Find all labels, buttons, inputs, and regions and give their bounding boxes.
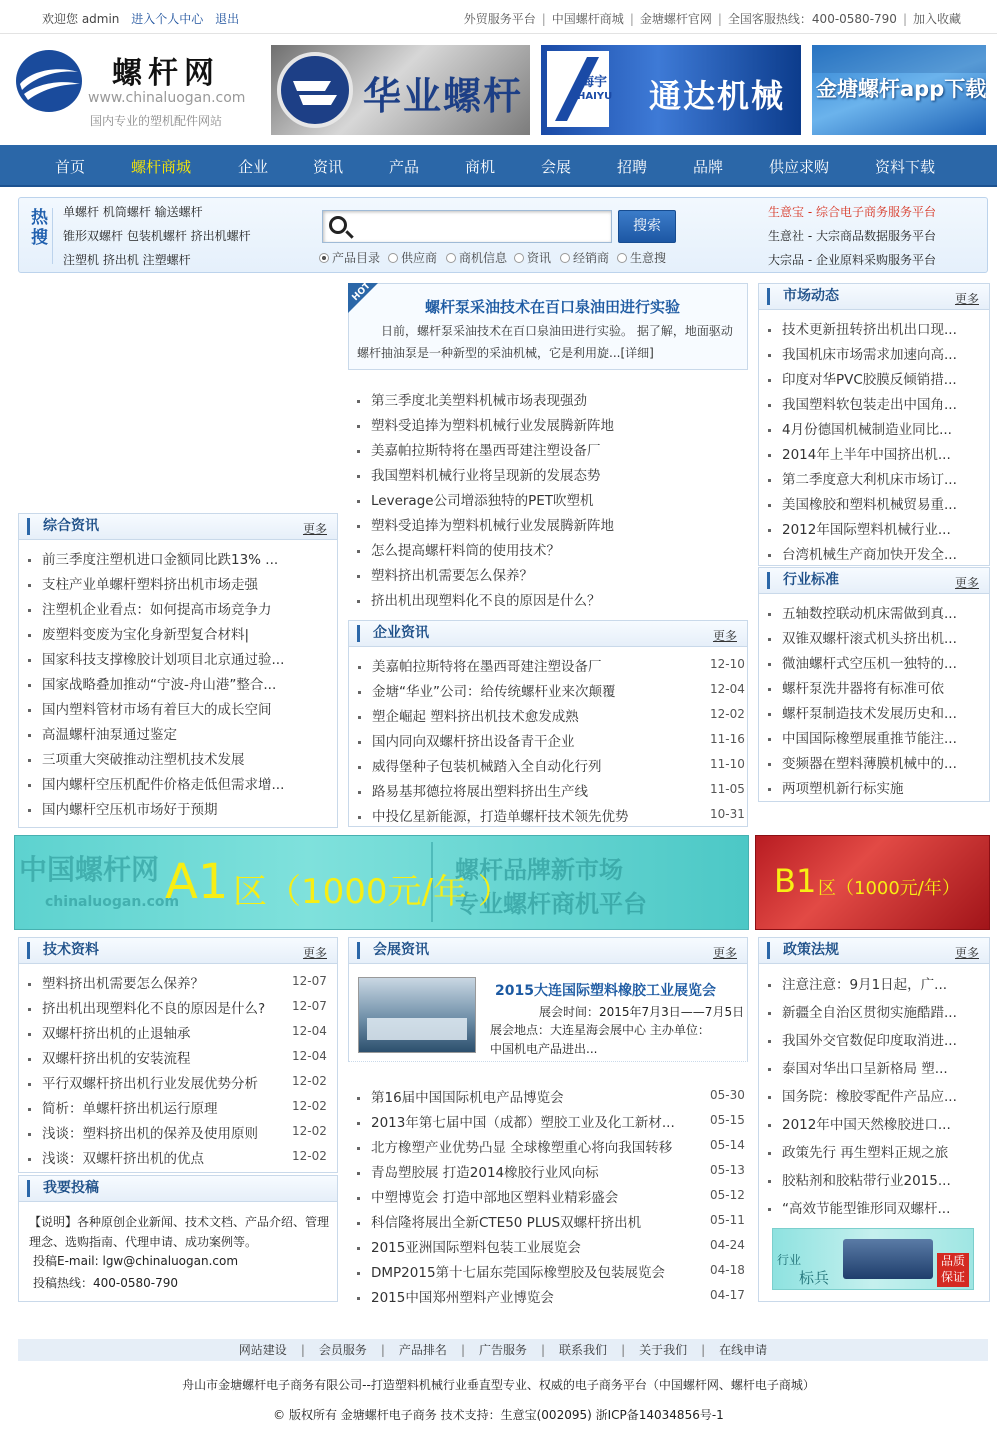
company-news-header <box>349 621 747 647</box>
nav-home[interactable]: 首页 <box>55 158 86 176</box>
market-title: 市场动态 <box>767 288 839 305</box>
nav-downloads[interactable]: 资料下载 <box>875 158 936 176</box>
list-item[interactable]: 平行双螺杆挤出机行业发展优势分析 <box>28 1072 290 1092</box>
list-item[interactable]: 塑料挤出机需要怎么保养？ <box>28 972 290 992</box>
quality-badge: 品质 保证 <box>937 1253 969 1287</box>
expo-box <box>348 937 748 1062</box>
list-item[interactable]: 注意注意：9月1日起，广... <box>768 973 982 993</box>
list-item-date: 05-15 <box>710 1113 745 1127</box>
general-news-box <box>18 513 338 828</box>
submit-phone: 投稿热线：400-0580-790 <box>33 1276 179 1290</box>
submit-header <box>19 1176 337 1202</box>
expo-title: 会展资讯 <box>357 942 429 959</box>
ad-slot-a1[interactable] <box>14 835 749 930</box>
list-item[interactable]: 简析：单螺杆挤出机运行原理 <box>28 1097 290 1117</box>
footer-link-ranking[interactable]: 产品排名 <box>398 1343 447 1357</box>
list-item-date: 05-11 <box>710 1213 745 1227</box>
standard-header <box>759 568 989 594</box>
nav-jobs[interactable]: 招聘 <box>617 158 648 176</box>
policy-box <box>758 937 990 1302</box>
list-item[interactable]: 螺杆泵制造技术发展历史和... <box>768 702 982 722</box>
list-item[interactable]: 路易基邦德拉将展出塑料挤出生产线 <box>358 780 683 800</box>
market-header <box>759 284 989 310</box>
radio-selected-icon <box>319 253 329 263</box>
radio-icon <box>446 253 456 263</box>
list-item[interactable]: 第16届中国国际机电产品博览会 <box>357 1086 687 1106</box>
list-item[interactable]: 2015亚洲国际塑料包装工业展览会 <box>357 1236 687 1256</box>
expo-more-link[interactable]: 更多 <box>712 946 737 960</box>
general-news-title: 综合资讯 <box>27 518 99 535</box>
search-option-shengyisou[interactable]: 生意搜 <box>617 249 666 266</box>
nav-brands[interactable]: 品牌 <box>693 158 724 176</box>
list-item[interactable]: 浅谈：双螺杆挤出机的优点 <box>28 1147 290 1167</box>
list-item[interactable]: 双螺杆挤出机的安装流程 <box>28 1047 290 1067</box>
headline-box <box>348 280 748 370</box>
list-item[interactable]: 中投亿星新能源，打造单螺杆技术领先优势 <box>358 805 683 825</box>
submit-box <box>18 1175 338 1302</box>
list-item-date: 05-12 <box>710 1188 745 1202</box>
list-item[interactable]: 浅谈：塑料挤出机的保养及使用原则 <box>28 1122 290 1142</box>
list-item-date: 12-02 <box>292 1099 327 1113</box>
policy-ad-label-2: 标兵 <box>799 1269 830 1287</box>
list-item[interactable]: 我国外交官数促印度取消进... <box>768 1029 982 1049</box>
search-option-supplier[interactable]: 供应商 <box>388 249 437 266</box>
expo-list <box>348 1078 748 1308</box>
expo-thumbnail[interactable] <box>358 977 476 1053</box>
ad-slot-b1[interactable] <box>755 835 990 930</box>
ad-a1-watermark: 中国螺杆网 <box>19 853 160 886</box>
list-item[interactable]: 胶粘剂和胶粘带行业2015... <box>768 1169 982 1189</box>
service-link-1[interactable]: 生意宝 - 综合电子商务服务平台 <box>768 205 936 219</box>
tech-box <box>18 937 338 1173</box>
list-item-date: 11-16 <box>710 732 745 746</box>
list-item[interactable]: 国内螺杆空压机配件价格走低但需求增... <box>28 773 328 793</box>
list-item[interactable]: 塑料受追捧为塑料机械行业发展腾新阵地 <box>357 414 614 434</box>
list-item[interactable]: 2015中国郑州塑料产业博览会 <box>357 1286 687 1306</box>
list-item[interactable]: 新疆全自治区贯彻实施酷踖... <box>768 1001 982 1021</box>
list-item[interactable]: 政策先行 再生塑料正规之旅 <box>768 1141 982 1161</box>
list-item[interactable]: 国内螺杆空压机市场好于预期 <box>28 798 328 818</box>
search-icon <box>329 216 347 234</box>
ad-a1-price: 区（1000元/年 ） <box>233 872 512 912</box>
submit-title: 我要投稿 <box>27 1180 99 1197</box>
list-item[interactable]: Leverage公司增添独特的PET吹塑机 <box>357 489 594 509</box>
list-item[interactable]: 变频器在塑料薄膜机械中的... <box>768 752 982 772</box>
search-option-business[interactable]: 商机信息 <box>446 249 507 266</box>
banner-app-text: 金塘螺杆app下载 <box>816 77 986 101</box>
list-item[interactable]: 国内同向双螺杆挤出设备青干企业 <box>358 730 683 750</box>
list-item[interactable]: 金塘“华业”公司：给传统螺杆业来次颠覆 <box>358 680 683 700</box>
nav-news[interactable]: 资讯 <box>313 158 344 176</box>
list-item-date: 12-07 <box>292 999 327 1013</box>
list-item[interactable]: 美嘉帕拉斯特将在墨西哥建注塑设备厂 <box>358 655 683 675</box>
list-item[interactable]: 挤出机出现塑料化不良的原因是什么? <box>28 997 290 1017</box>
ad-a1-watermark-url: chinaluogan.com <box>45 894 180 910</box>
footer-links: 网站建设 | 会员服务 | 产品排名 | 广告服务 | 联系我们 | 关于我们 | 在线申请 <box>18 1339 988 1361</box>
list-item[interactable]: 高温螺杆油泵通过鉴定 <box>28 723 328 743</box>
ad-a1-label: A1 <box>165 854 229 910</box>
general-news-more-link[interactable]: 更多 <box>302 522 327 536</box>
main-nav <box>0 145 997 187</box>
list-item[interactable]: 挤出机出现塑料化不良的原因是什么？ <box>357 589 601 609</box>
top-bar-right: 外贸服务平台 | 中国螺杆商城 | 金塘螺杆官网 | 全国客服热线：400-0580-790 | 加入收藏 <box>463 12 961 26</box>
list-item[interactable]: 国家战略叠加推动“宁波-舟山港”整合... <box>28 673 328 693</box>
search-option-dealer[interactable]: 经销商 <box>560 249 609 266</box>
policy-more-link[interactable]: 更多 <box>954 946 979 960</box>
nav-enterprise[interactable]: 企业 <box>238 158 269 176</box>
radio-icon <box>388 253 398 263</box>
list-item[interactable]: 双螺杆挤出机的止退轴承 <box>28 1022 290 1042</box>
policy-header <box>759 938 989 964</box>
list-item[interactable]: 2013年第七届中国（成都）塑胶工业及化工新材... <box>357 1111 687 1131</box>
hot-search-line-3[interactable]: 注塑机 挤出机 注塑螺杆 <box>63 253 191 267</box>
company-news-box <box>348 620 748 827</box>
ad-a1-watermark-2: 螺杆品牌新市场 <box>455 856 623 884</box>
search-input[interactable] <box>322 210 612 243</box>
list-item[interactable]: 青岛塑胶展 打造2014橡胶行业风向标 <box>357 1161 687 1181</box>
top-bar <box>0 0 997 34</box>
footer-copyright-line: © 版权所有 金塘螺杆电子商务 技术支持：生意宝(002095) 浙ICP备14034856号-1 <box>273 1408 724 1422</box>
footer-company-line: 舟山市金塘螺杆电子商务有限公司--打造塑料机械行业垂直型专业、权威的电子商务平台（中国螺杆网、螺杆电子商城） <box>182 1378 815 1392</box>
banner-tongda[interactable] <box>541 45 801 135</box>
tech-more-link[interactable]: 更多 <box>302 946 327 960</box>
welcome-text: 欢迎您 admin <box>42 12 120 26</box>
ad-b1-price: 区（1000元/年） <box>818 878 960 899</box>
search-area <box>18 197 988 273</box>
logo-slogan: 国内专业的塑机配件网站 <box>90 114 223 128</box>
add-favorite-link[interactable]: 加入收藏 <box>912 12 961 26</box>
list-item[interactable]: 我国塑料软包装走出中国角... <box>768 393 982 413</box>
china-screw-mall-link[interactable]: 中国螺杆商城 <box>551 12 624 26</box>
list-item[interactable]: 第三季度北美塑料机械市场表现强劲 <box>357 389 587 409</box>
footer-link-web-build[interactable]: 网站建设 <box>238 1343 287 1357</box>
list-item[interactable]: 我国塑料机械行业将呈现新的发展态势 <box>357 464 601 484</box>
list-item-date: 12-02 <box>292 1149 327 1163</box>
list-item[interactable]: 泰国对华出口呈新格局 塑... <box>768 1057 982 1077</box>
banner-app-download[interactable] <box>812 45 986 135</box>
radio-icon <box>617 253 627 263</box>
logo-name: 螺杆网 <box>112 56 220 91</box>
list-item-date: 05-14 <box>710 1138 745 1152</box>
logo-url: www.chinaluogan.com <box>88 90 246 106</box>
standard-box <box>758 567 990 802</box>
haiyu-brand-text: 海宇 <box>581 75 608 90</box>
banner-huaye-text: 华业螺杆 <box>363 74 524 118</box>
logo-emblem-icon <box>14 48 84 114</box>
standard-title: 行业标准 <box>767 572 839 589</box>
banner-tongda-text: 通达机械 <box>649 77 786 115</box>
list-item-date: 12-04 <box>292 1024 327 1038</box>
list-item-date: 11-05 <box>710 782 745 796</box>
list-item[interactable]: 美国橡胶和塑料机械贸易重... <box>768 493 982 513</box>
list-item[interactable]: 支柱产业单螺杆塑料挤出机市场走强 <box>28 573 328 593</box>
tech-header <box>19 938 337 964</box>
list-item[interactable]: 中国国际橡塑展重推节能注... <box>768 727 982 747</box>
list-item[interactable]: 五轴数控联动机床需做到真... <box>768 602 982 622</box>
ad-a1-watermark-3: 专业螺杆商机平台 <box>455 890 647 918</box>
company-news-title: 企业资讯 <box>357 625 429 642</box>
standard-more-link[interactable]: 更多 <box>954 576 979 590</box>
top-bar-left <box>42 10 239 27</box>
list-item[interactable]: 塑料受追捧为塑料机械行业发展腾新阵地 <box>357 514 614 534</box>
list-item[interactable]: 螺杆泵洗井器将有标准可依 <box>768 677 982 697</box>
policy-ad-label-1: 行业 <box>777 1253 802 1267</box>
service-link-2[interactable]: 生意社 - 大宗商品数据服务平台 <box>768 229 936 243</box>
list-item[interactable]: 4月份德国机械制造业同比... <box>768 418 982 438</box>
list-item[interactable]: 国务院：橡胶零配件产品应... <box>768 1085 982 1105</box>
list-item-date: 12-07 <box>292 974 327 988</box>
nav-exhibition[interactable]: 会展 <box>541 158 572 176</box>
personal-center-link[interactable]: 进入个人中心 <box>131 12 204 26</box>
list-item[interactable]: 前三季度注塑机进口金额同比跌13% ... <box>28 548 328 568</box>
list-item[interactable]: 国内塑料管材市场有着巨大的成长空间 <box>28 698 328 718</box>
hot-search-label: 热搜 <box>27 208 53 264</box>
hot-badge: HOT <box>350 280 373 304</box>
jintang-official-link[interactable]: 金塘螺杆官网 <box>639 12 712 26</box>
list-item-date: 12-04 <box>292 1049 327 1063</box>
footer-link-contact[interactable]: 联系我们 <box>559 1343 608 1357</box>
list-item[interactable]: 2012年国际塑料机械行业... <box>768 518 982 538</box>
market-box <box>758 283 990 566</box>
list-item[interactable]: 2014年上半年中国挤出机... <box>768 443 982 463</box>
list-item-date: 04-18 <box>710 1263 745 1277</box>
list-item[interactable]: 双锥双螺杆滚式机头挤出机... <box>768 627 982 647</box>
list-item-date: 12-04 <box>710 682 745 696</box>
nav-products[interactable]: 产品 <box>389 158 420 176</box>
general-news-header <box>19 514 337 540</box>
expo-header <box>349 938 747 964</box>
haiyu-brand-en: HAIYU <box>577 91 613 102</box>
list-item[interactable]: 三项重大突破推动注塑机技术发展 <box>28 748 328 768</box>
list-item[interactable]: 北方橡塑产业优势凸显 全球橡塑重心将向我国转移 <box>357 1136 687 1156</box>
list-item-date: 12-02 <box>292 1124 327 1138</box>
huaye-logo-icon <box>275 51 355 129</box>
list-item-date: 12-02 <box>292 1074 327 1088</box>
list-item[interactable]: 注塑机企业看点：如何提高市场竞争力 <box>28 598 328 618</box>
list-item-date: 04-24 <box>710 1238 745 1252</box>
list-item[interactable]: 我国机床市场需求加速向高... <box>768 343 982 363</box>
submit-email[interactable]: 投稿E-mail: lgw@chinaluogan.com <box>33 1254 239 1268</box>
footer-link-ads[interactable]: 广告服务 <box>478 1343 527 1357</box>
list-item-date: 12-10 <box>710 657 745 671</box>
list-item[interactable]: 2012年中国天然橡胶进口... <box>768 1113 982 1133</box>
list-item-date: 11-10 <box>710 757 745 771</box>
list-item[interactable]: 塑企崛起 塑料挤出机技术愈发成熟 <box>358 705 683 725</box>
search-option-catalog[interactable]: 产品目录 <box>319 249 380 266</box>
machine-image <box>843 1239 933 1279</box>
list-item[interactable]: 台湾机械生产商加快开发全... <box>768 543 982 563</box>
list-item-date: 04-17 <box>710 1288 745 1302</box>
company-news-more-link[interactable]: 更多 <box>712 629 737 643</box>
list-item-date: 05-30 <box>710 1088 745 1102</box>
nav-business[interactable]: 商机 <box>465 158 496 176</box>
tech-title: 技术资料 <box>27 942 99 959</box>
logout-link[interactable]: 退出 <box>215 12 240 26</box>
list-item-date: 05-13 <box>710 1163 745 1177</box>
list-item[interactable]: 科信隆将展出全新CTE50 PLUS双螺杆挤出机 <box>357 1211 687 1231</box>
footer-link-apply[interactable]: 在线申请 <box>719 1343 768 1357</box>
list-item[interactable]: 两项塑机新行标实施 <box>768 777 982 797</box>
market-more-link[interactable]: 更多 <box>954 292 979 306</box>
nav-screw-mall[interactable]: 螺杆商城 <box>131 158 192 176</box>
list-item[interactable]: 第二季度意大利机床市场订... <box>768 468 982 488</box>
policy-title: 政策法规 <box>767 942 839 959</box>
trade-platform-link[interactable]: 外贸服务平台 <box>463 12 536 26</box>
list-item[interactable]: 怎么提高螺杆料筒的使用技术？ <box>357 539 560 559</box>
list-item[interactable]: 塑料挤出机需要怎么保养？ <box>357 564 533 584</box>
list-item[interactable]: 美嘉帕拉斯特将在墨西哥建注塑设备厂 <box>357 439 601 459</box>
list-item[interactable]: 威得堡种子包装机械踏入全自动化行列 <box>358 755 683 775</box>
hot-search-line-2[interactable]: 锥形双螺杆 包装机螺杆 挤出机螺杆 <box>63 229 251 243</box>
headline-summary[interactable]: 日前，螺杆泵采油技术在百口泉油田进行实验。 据了解，地面驱动螺杆抽油泵是一种新型的采油机械，它是利用旋...[详细] <box>357 324 733 360</box>
hotline-text: 全国客服热线：400-0580-790 <box>727 12 897 26</box>
list-item[interactable]: 印度对华PVC胶膜反倾销措... <box>768 368 982 388</box>
list-item[interactable]: 微油螺杆式空压机一独特的... <box>768 652 982 672</box>
submit-description: 【说明】各种原创企业新闻、技术文档、产品介绍、管理理念、选购指南、代理申请、成功案例等。 <box>29 1215 330 1249</box>
footer-link-about[interactable]: 关于我们 <box>639 1343 688 1357</box>
expo-feature-place: 展会地点：大连星海会展中心 主办单位：中国机电产品进出... <box>490 1023 710 1056</box>
service-link-3[interactable]: 大宗品 - 企业原料采购服务平台 <box>768 253 936 267</box>
expo-feature-title[interactable]: 2015大连国际塑料橡胶工业展览会 <box>495 983 716 999</box>
list-item[interactable]: 中塑博览会 打造中部地区塑料业精彩盛会 <box>357 1186 687 1206</box>
radio-icon <box>514 253 524 263</box>
expo-feature-time: 展会时间：2015年7月3日——7月5日 <box>539 1005 745 1019</box>
list-item[interactable]: DMP2015第十七届东莞国际橡塑胶及包装展览会 <box>357 1261 687 1281</box>
banner-huaye[interactable] <box>271 45 530 135</box>
policy-ad-banner[interactable] <box>772 1228 974 1290</box>
footer-link-member[interactable]: 会员服务 <box>318 1343 367 1357</box>
list-item-date: 10-31 <box>710 807 745 821</box>
list-item[interactable]: 技术更新扭转挤出机出口现... <box>768 318 982 338</box>
list-item[interactable]: 废塑料变废为宝化身新型复合材料| <box>28 623 328 643</box>
hot-search-line-1[interactable]: 单螺杆 机筒螺杆 输送螺杆 <box>63 205 203 219</box>
list-item[interactable]: “高效节能型锥形同双螺杆... <box>768 1197 982 1217</box>
list-item-date: 12-02 <box>710 707 745 721</box>
ad-b1-label: B1 <box>774 862 817 900</box>
search-button[interactable]: 搜索 <box>618 210 676 243</box>
radio-icon <box>560 253 570 263</box>
list-item[interactable]: 国家科技支撑橡胶计划项目北京通过验... <box>28 648 328 668</box>
headline-list <box>348 385 748 615</box>
nav-supply-demand[interactable]: 供应求购 <box>769 158 830 176</box>
site-logo[interactable] <box>14 44 254 134</box>
search-option-news[interactable]: 资讯 <box>514 249 551 266</box>
headline-title[interactable]: 螺杆泵采油技术在百口泉油田进行实验 <box>425 298 681 316</box>
